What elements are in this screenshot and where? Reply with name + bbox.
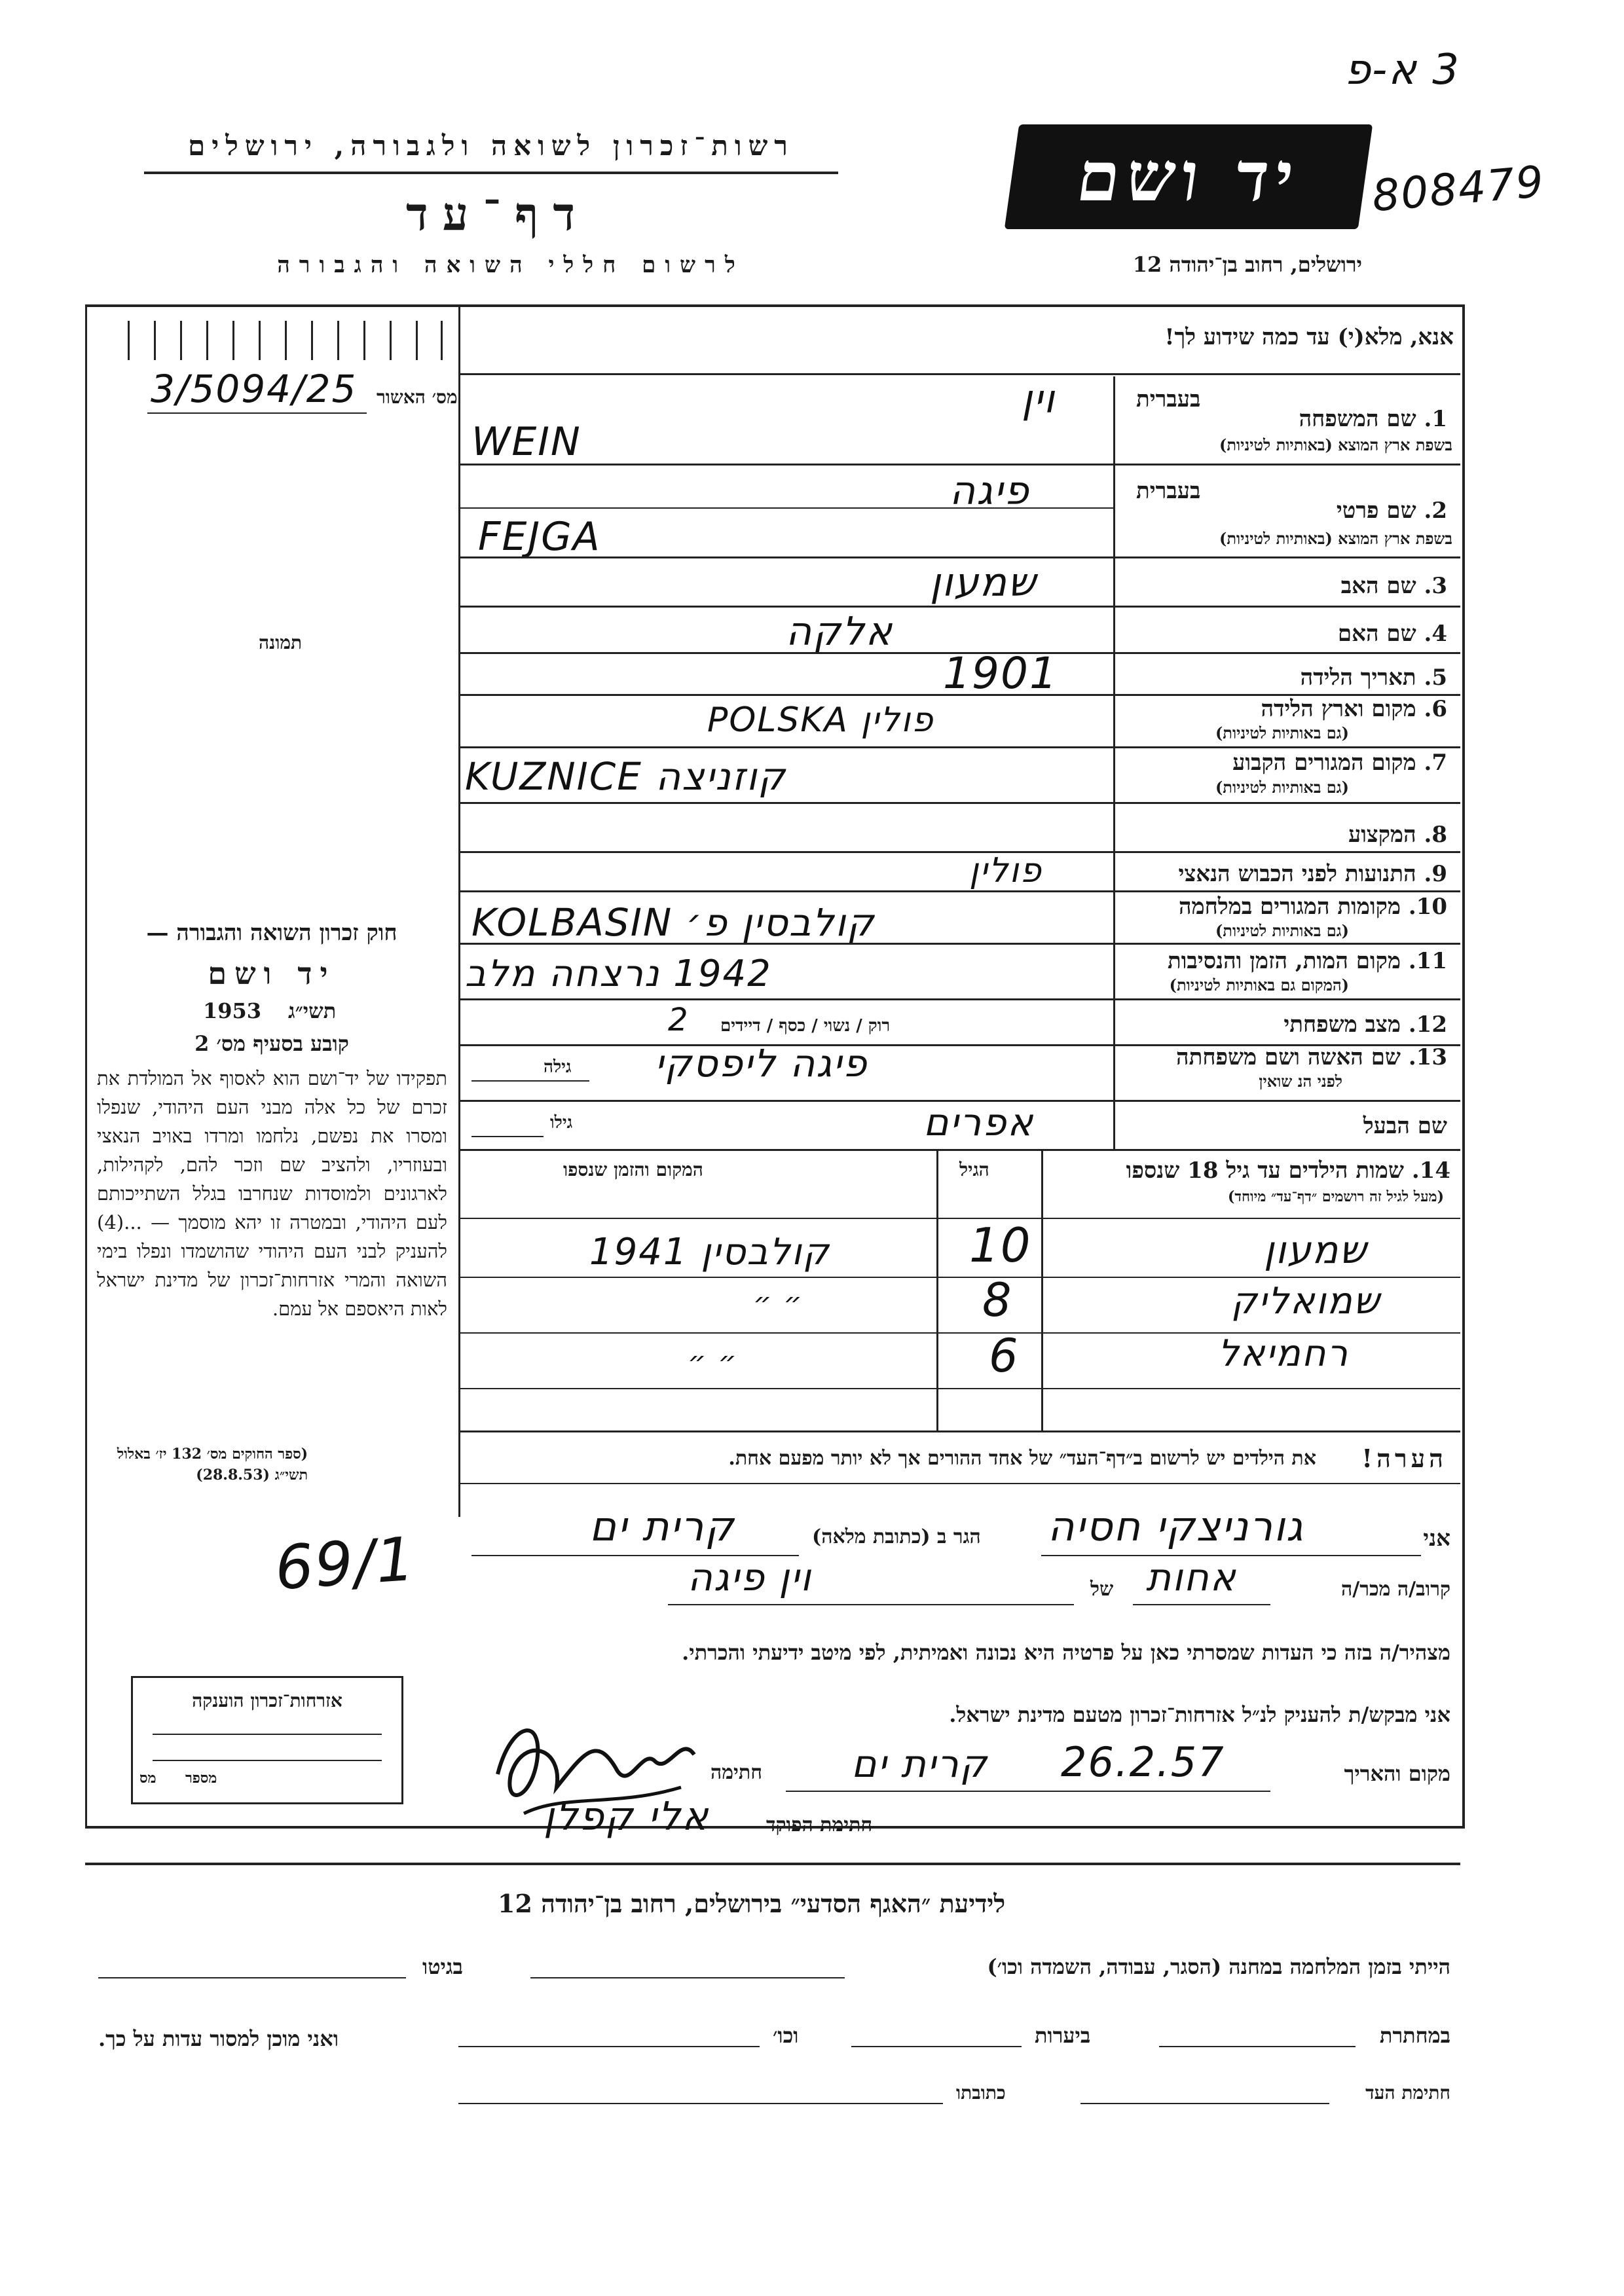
address-label: הגר ב (כתובת מלאה) bbox=[812, 1525, 981, 1548]
place-date-label: מקום והאריך bbox=[1344, 1761, 1450, 1786]
child-3-place: ״ ״ bbox=[688, 1345, 738, 1379]
field-1-latin-value: WEIN bbox=[471, 419, 581, 465]
field-7-value: קוזניצה KUZNICE bbox=[465, 754, 786, 799]
logo-text: יד ושם bbox=[1072, 136, 1306, 217]
declarant-prefix: אני bbox=[1423, 1525, 1450, 1552]
children-col-age: הגיל bbox=[959, 1159, 989, 1180]
approval-number-value: 3/5094/25 bbox=[151, 367, 358, 411]
bottom-line2-end: ואני מוכן למסור עדות על כך. bbox=[98, 2026, 339, 2051]
field-9-label: 9. התנועות לפני הכבוש הנאצי bbox=[1178, 861, 1447, 887]
citizenship-request: אני מבקש/ת להעניק לנ״ל אזרחות־זכרון מטעם מדינת ישראל. bbox=[949, 1702, 1450, 1727]
law-section: קובע בסעיף מס׳ 2 bbox=[194, 1031, 349, 1056]
field-11-value: 1942 נרצחה מלב bbox=[465, 953, 772, 995]
field-10-value: קולבסין פ׳ KOLBASIN bbox=[471, 900, 876, 945]
declarant-address: קרית ים bbox=[589, 1503, 735, 1550]
address-line: ירושלים, רחוב בן־יהודה 12 bbox=[1132, 252, 1362, 277]
field-2-latin-value: FEJGA bbox=[478, 514, 601, 560]
field-6-sub: (גם באותיות לטיניות) bbox=[1215, 723, 1349, 742]
husband-age-label: גילו bbox=[550, 1113, 573, 1133]
signature-label: חתימה bbox=[710, 1761, 762, 1784]
child-1-place: קולבסין 1941 bbox=[589, 1231, 830, 1273]
approval-ticks bbox=[128, 321, 442, 360]
children-col-place: המקום והזמן שנספו bbox=[563, 1159, 703, 1180]
of-label: של bbox=[1090, 1578, 1114, 1601]
field-12-label: 12. מצב משפחתי bbox=[1283, 1011, 1447, 1038]
child-2-place: ״ ״ bbox=[753, 1286, 803, 1320]
field-1-hebrew-value: וין bbox=[1022, 376, 1056, 422]
margin-note: 69/1 bbox=[272, 1523, 418, 1604]
children-heading: 14. שמות הילדים עד גיל 18 שנספו bbox=[1126, 1157, 1450, 1184]
date-value: 26.2.57 bbox=[1061, 1738, 1225, 1786]
field-13-age-label: גילה bbox=[544, 1057, 572, 1077]
field-3-value: שמעון bbox=[930, 560, 1037, 606]
field-6-label: 6. מקום וארץ הלידה bbox=[1261, 696, 1447, 722]
field-5-value: 1901 bbox=[943, 648, 1058, 699]
field-8-label: 8. המקצוע bbox=[1348, 822, 1447, 848]
law-source: (ספר החוקים מס׳ 132 יז׳ באלול תשי״ג (28.8.53) bbox=[117, 1446, 308, 1484]
field-6-value: פולין POLSKA bbox=[707, 701, 934, 740]
left-column-divider bbox=[458, 306, 460, 1517]
officer-signature-value: אלי קפלן bbox=[544, 1794, 710, 1840]
field-2-sub: בשפת ארץ המוצא (באותיות לטיניות) bbox=[1219, 529, 1452, 548]
bottom-line2-forests: ביערות bbox=[1035, 2023, 1091, 2048]
form-title: דף־עד bbox=[405, 187, 589, 241]
child-1-name: שמעון bbox=[1264, 1228, 1368, 1272]
husband-label: שם הבעל bbox=[1363, 1113, 1447, 1139]
law-text: תפקידו של יד־ושם הוא לאסוף אל המולדת את זכרם של כל אלה מבני העם היהודי, שנפלו ומסרו את נפשם, נלחמו ומרדו באויב הנאצי ובעוזריו, ולהציב שם וזכר להם, לקהילות, לארגונים ולמוסדות שנחרבו בגלל השתייכותם לעם היהודי, ובמטרה זו יהא מוסמך — ...(4) להעניק לבני העם היהודי שהושמדו ונפלו בימי השואה והמרי אזרחות־זכרון של מדינת ישראל לאות היאספם אל עמם. bbox=[97, 1067, 447, 1320]
stamp-title: אזרחות־זכרון הוענקה bbox=[192, 1690, 342, 1711]
declarant-name: גורניצקי חסיה bbox=[1048, 1503, 1304, 1550]
field-13-value: פיגה ליפסקי bbox=[655, 1041, 868, 1085]
note-text: את הילדים יש לרשום ב״דף־העד״ של אחד ההורים אך לא יותר מפעם אחת. bbox=[728, 1447, 1316, 1470]
bottom-heading: לידיעת ״האגף הסדעי״ בירושלים, רחוב בן־יהודה 12 bbox=[498, 1889, 1006, 1918]
field-7-sub: (גם באותיות לטיניות) bbox=[1215, 778, 1349, 797]
field-11-sub: (המקום גם באותיות לטיניות) bbox=[1169, 975, 1349, 994]
field-4-value: אלקה bbox=[786, 609, 893, 655]
place-value: קרית ים bbox=[851, 1741, 988, 1786]
bottom-line2-underground: במחתרת bbox=[1379, 2023, 1450, 2048]
stamp-number-label: מספר bbox=[185, 1770, 217, 1787]
label-column-divider bbox=[1113, 376, 1115, 1149]
field-3-label: 3. שם האב bbox=[1340, 573, 1447, 599]
child-2-name: שמואליק bbox=[1231, 1280, 1381, 1322]
field-11-label: 11. מקום המות, הזמן והנסיבות bbox=[1167, 948, 1447, 974]
field-13-label: 13. שם האשה ושם משפחתה bbox=[1176, 1044, 1447, 1070]
bottom-line3-address: כתובתו bbox=[956, 2082, 1006, 2104]
declaration-text: מצהיר/ה בזה כי העדות שמסרתי כאן על פרטיה היא נכונה ואמיתית, לפי מיטב ידיעתי והכרתי. bbox=[682, 1640, 1450, 1665]
child-3-name: רחמיאל bbox=[1218, 1332, 1350, 1375]
field-2-hebrew-value: פיגה bbox=[950, 468, 1030, 514]
archive-number: 808479 bbox=[1370, 156, 1547, 222]
bottom-section-rule bbox=[85, 1863, 1460, 1865]
child-3-age: 6 bbox=[989, 1329, 1020, 1383]
field-12-options: רוק / נשוי / כסף / דיידים bbox=[720, 1016, 891, 1036]
field-9-value: פולין bbox=[969, 851, 1043, 890]
note-label: הערה! bbox=[1361, 1444, 1447, 1473]
bottom-line3-witness-signature: חתימת העד bbox=[1365, 2082, 1450, 2104]
approval-number-label: מס׳ האשור bbox=[377, 386, 458, 408]
field-2-label: 2. שם פרטי bbox=[1336, 498, 1447, 524]
header-rule bbox=[144, 172, 838, 174]
photo-label: תמונה bbox=[259, 632, 303, 653]
field-13-sub: לפני הנ שואין bbox=[1259, 1072, 1342, 1091]
instructions: אנא, מלא(י) עד כמה שידוע לך! bbox=[1164, 324, 1454, 350]
form-subtitle: לרשום חללי השואה והגבורה bbox=[277, 252, 745, 278]
stamp-no-label: מס bbox=[139, 1770, 157, 1787]
child-2-age: 8 bbox=[982, 1273, 1013, 1327]
officer-signature-label: חתימת הפוקד bbox=[766, 1813, 873, 1836]
child-1-age: 10 bbox=[969, 1218, 1032, 1273]
field-12-value: 2 bbox=[668, 1002, 690, 1038]
law-year-hebrew: תשי״ג bbox=[288, 998, 337, 1023]
field-10-sub: (גם באותיות לטיניות) bbox=[1215, 921, 1349, 940]
field-1-label: 1. שם המשפחה bbox=[1299, 406, 1447, 432]
citizenship-stamp-box bbox=[131, 1676, 403, 1804]
field-1-sub: בשפת ארץ המוצא (באותיות לטיניות) bbox=[1219, 435, 1452, 454]
law-name: יד ושם bbox=[208, 956, 336, 991]
of-value: וין פיגה bbox=[688, 1555, 812, 1599]
relation-label: קרוב/ה מכר/ה bbox=[1341, 1578, 1450, 1601]
field-4-label: 4. שם האם bbox=[1337, 621, 1447, 647]
corner-handwritten-note: 3 א-פ bbox=[1344, 46, 1460, 94]
husband-value: אפרים bbox=[923, 1100, 1035, 1144]
bottom-line1: הייתי בזמן המלחמה במחנה (הסגר, עבודה, השמדה וכו׳) bbox=[987, 1954, 1450, 1979]
relation-value: אחות bbox=[1146, 1555, 1237, 1599]
field-10-label: 10. מקומות המגורים במלחמה bbox=[1178, 894, 1447, 920]
law-title: חוק זכרון השואה והגבורה — bbox=[146, 920, 397, 946]
bottom-line2-etc: וכו׳ bbox=[773, 2023, 799, 2048]
children-subheading: (מעל לגיל זה רושמים ״דף־עד״ מיוחד) bbox=[1227, 1188, 1444, 1205]
law-year: 1953 bbox=[203, 998, 262, 1023]
field-1-hebrew-tag: בעברית bbox=[1136, 386, 1201, 412]
field-7-label: 7. מקום המגורים הקבוע bbox=[1232, 750, 1447, 776]
authority-name: רשות־זכרון לשואה ולגבורה, ירושלים bbox=[188, 130, 794, 162]
field-5-label: 5. תאריך הלידה bbox=[1300, 665, 1447, 691]
field-2-hebrew-tag: בעברית bbox=[1136, 478, 1201, 504]
yad-vashem-logo bbox=[1005, 124, 1373, 229]
bottom-line1-end: בגיטו bbox=[422, 1954, 463, 1979]
